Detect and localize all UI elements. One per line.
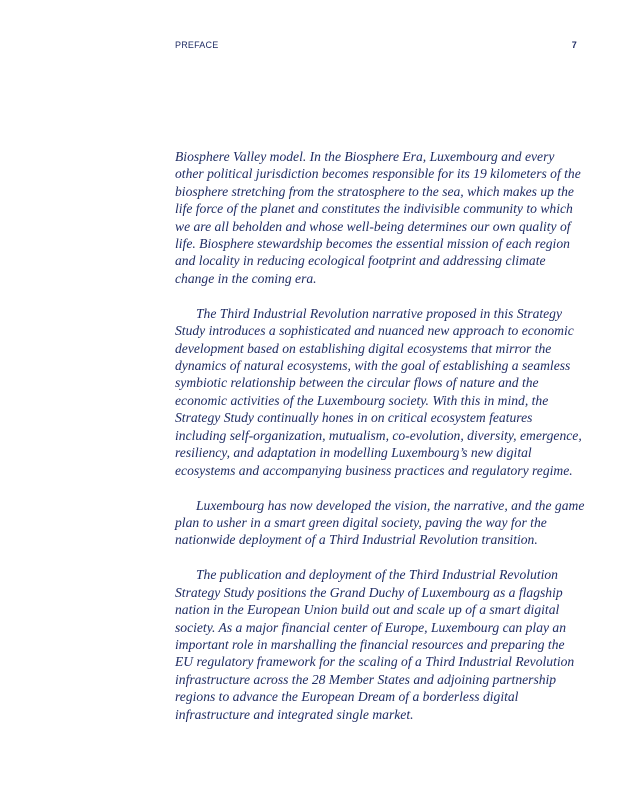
paragraph: Biosphere Valley model. In the Biosphere Era, Luxembourg and every other political jurisdiction becomes responsible for its 19 kilometers of the biosphere stretching from the stratosphere to the sea, which makes up the life force of the planet and constitutes the indivisible community to which we are all beholden and whose well-being determines our own quality of life. Biosphere stewardship becomes the essential mission of each region and locality in reducing ecological footprint and addressing climate change in the coming era. xyxy=(175,149,581,286)
paragraph: Luxembourg has now developed the vision, the narrative, and the game plan to usher in a smart green digital society, paving the way for the nationwide deployment of a Third Industrial Revolution transition. xyxy=(175,497,585,548)
page-number: 7 xyxy=(571,40,577,50)
paragraph: The Third Industrial Revolution narrative proposed in this Strategy Study introduces a sophisticated and nuanced new approach to economic development based on establishing digital ecosystems that mirror the dynamics of natural ecosystems, with the goal of establishing a seamless symbiotic relationship between the circular flows of nature and the economic activities of the Luxembourg society. With this in mind, the Strategy Study continually hones in on critical ecosystem features including self-organization, mutualism, co-evolution, diversity, emergence, resiliency, and adaptation in modelling Luxembourg’s new digital ecosystems and accompanying business practices and regulatory regime. xyxy=(175,305,582,478)
section-label: PREFACE xyxy=(175,40,219,50)
paragraph: The publication and deployment of the Third Industrial Revolution Strategy Study positions the Grand Duchy of Luxembourg as a flagship nation in the European Union build out and scale up of a smart digital society. As a major financial center of Europe, Luxembourg can play an important role in marshalling the financial resources and preparing the EU regulatory framework for the scaling of a Third Industrial Revolution infrastructure across the 28 Member States and adjoining partnership regions to advance the European Dream of a borderless digital infrastructure and integrated single market. xyxy=(175,567,575,722)
running-header xyxy=(175,40,577,54)
body-text xyxy=(175,148,585,741)
